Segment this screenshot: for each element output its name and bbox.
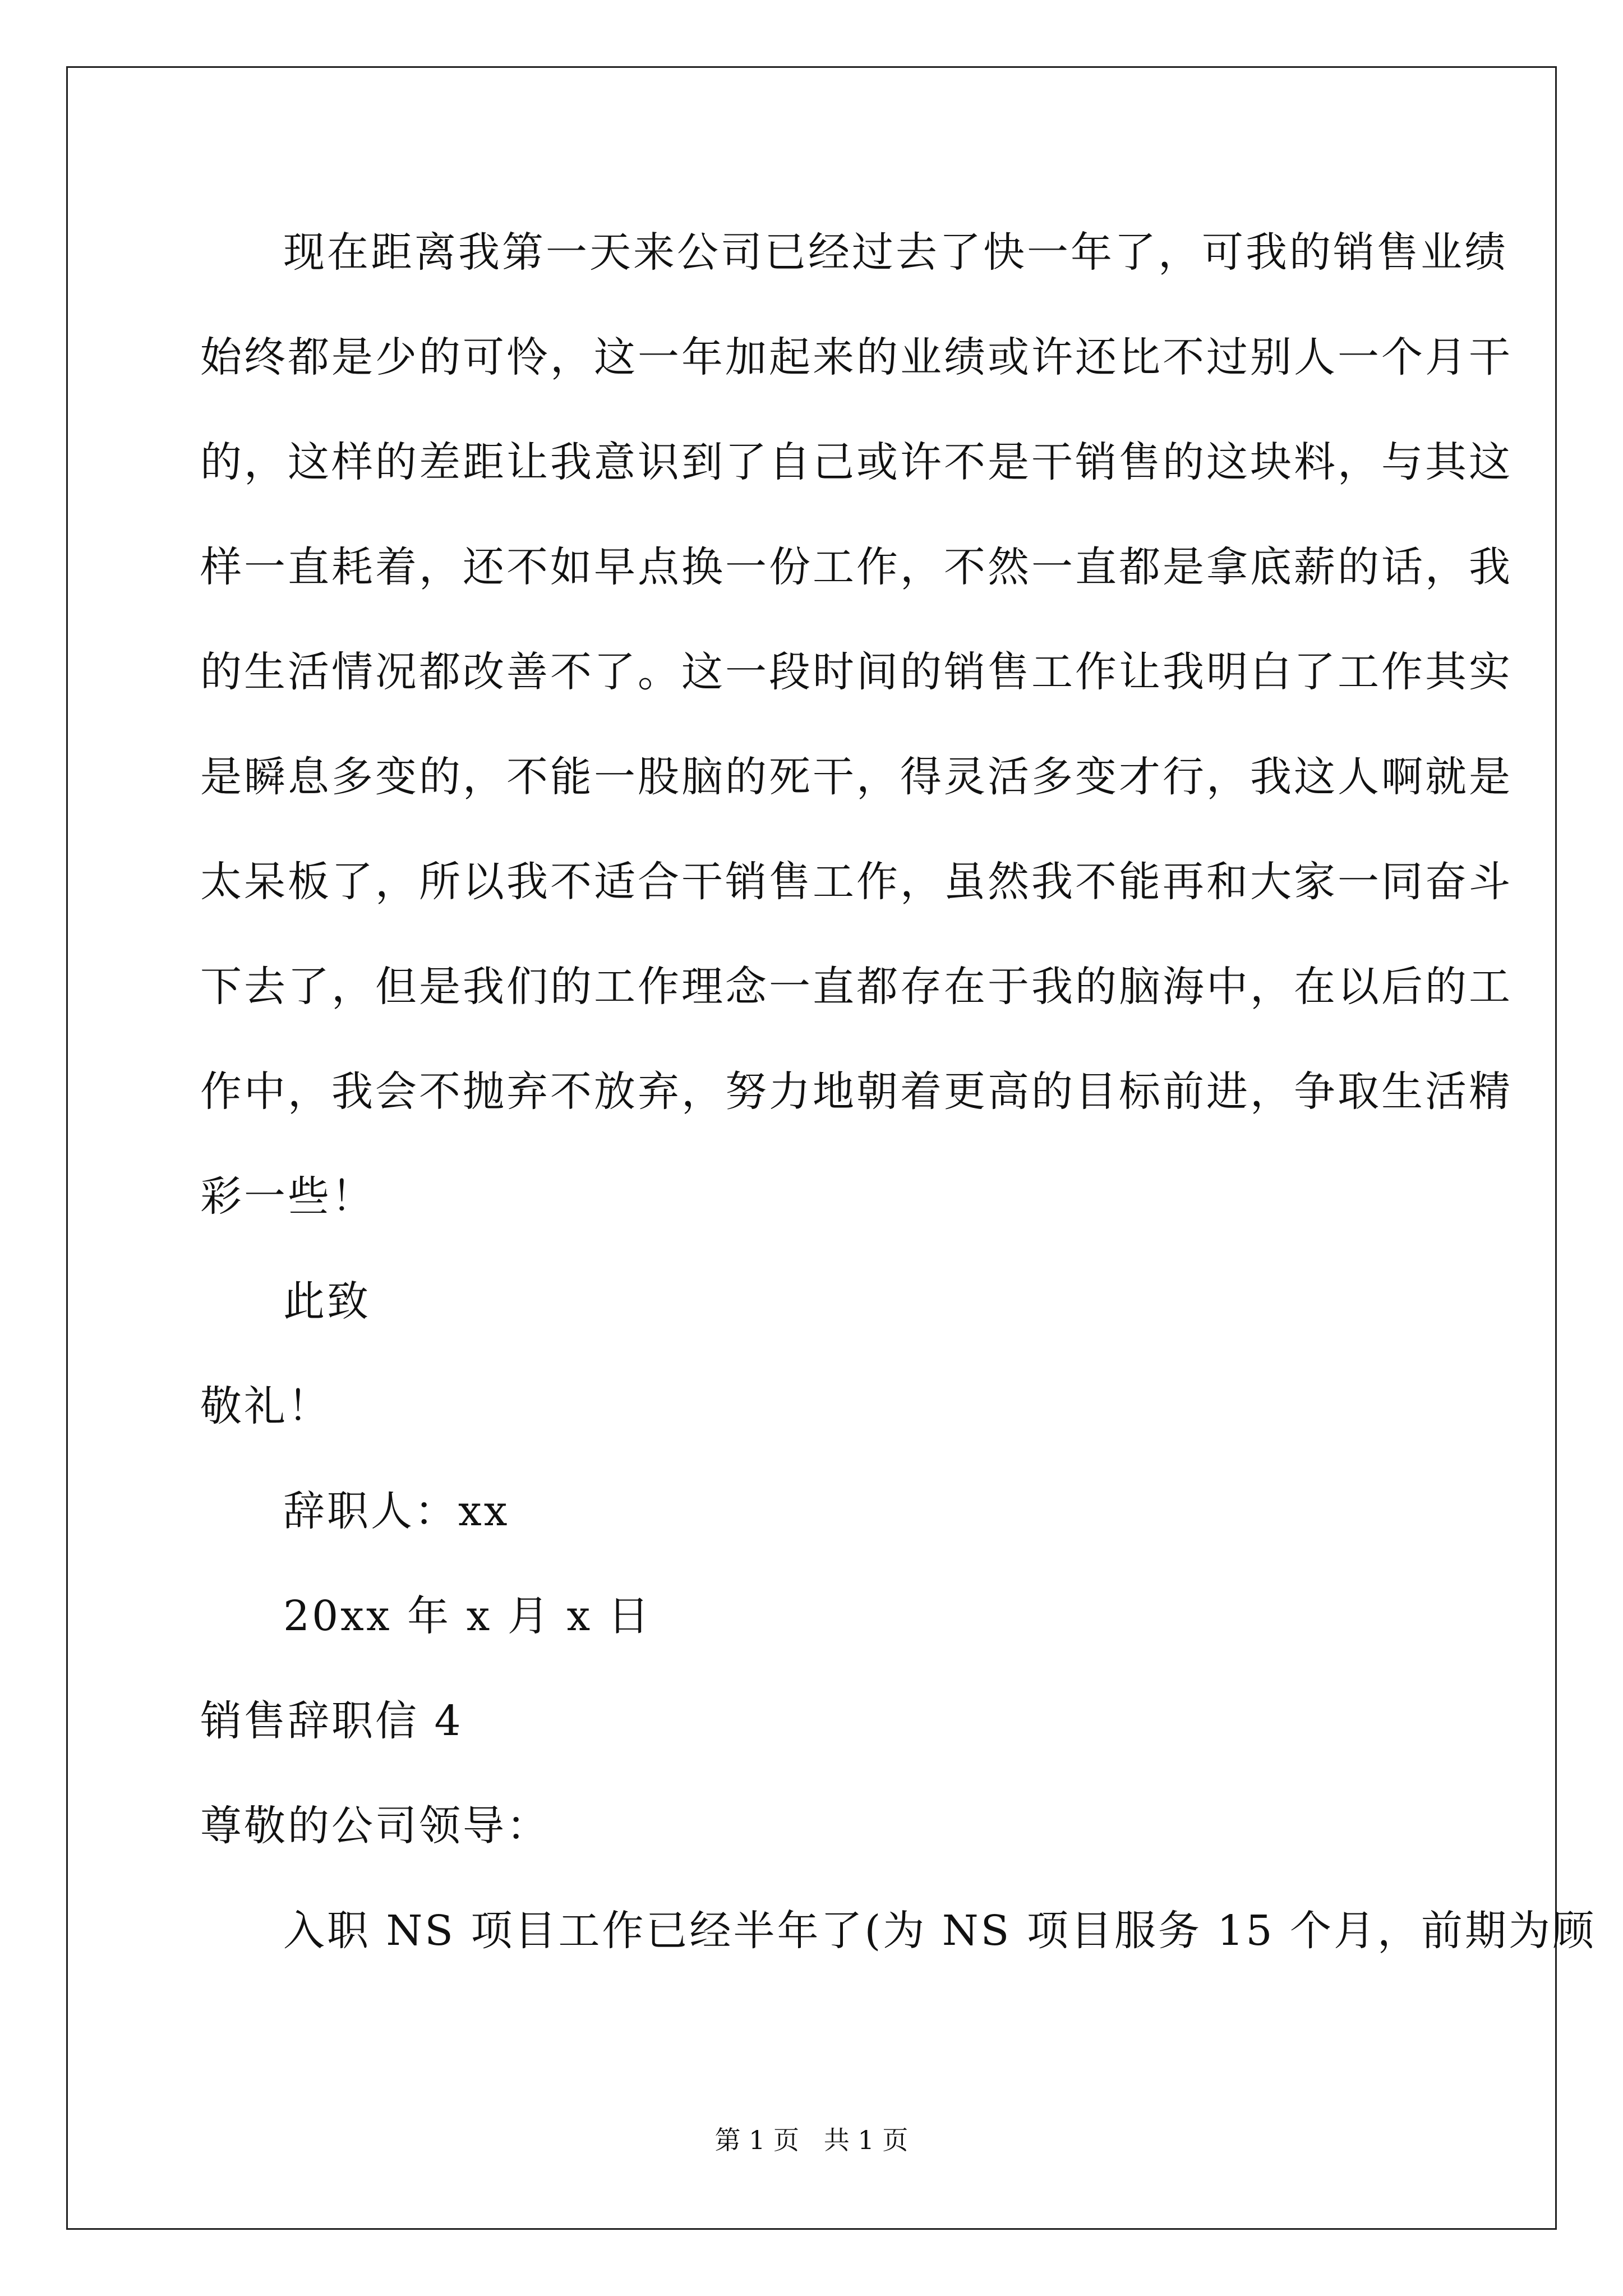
paragraph-line: 是瞬息多变的，不能一股脑的死干，得灵活多变才行，我这人啊就是	[200, 753, 1513, 801]
paragraph-line: 始终都是少的可怜，这一年加起来的业绩或许还比不过别人一个月干	[200, 333, 1513, 381]
paragraph-line: 彩一些！	[200, 1172, 375, 1221]
paragraph-line: 入职 NS 项目工作已经半年了(为 NS 项目服务 15 个月，前期为顾	[283, 1907, 1597, 1955]
paragraph-line: 现在距离我第一天来公司已经过去了快一年了，可我的销售业绩	[283, 228, 1508, 277]
paragraph-line: 样一直耗着，还不如早点换一份工作，不然一直都是拿底薪的话，我	[200, 543, 1513, 591]
document-body	[200, 222, 1597, 2005]
signature-date: 20xx 年 x 月 x 日	[283, 1592, 652, 1640]
paragraph-line: 作中，我会不抛弃不放弃，努力地朝着更高的目标前进，争取生活精	[200, 1068, 1513, 1116]
paragraph-line: 的，这样的差距让我意识到了自己或许不是干销售的这块料，与其这	[200, 438, 1513, 486]
signature-name: 辞职人：xx	[283, 1487, 510, 1535]
section-title: 销售辞职信 4	[200, 1697, 463, 1745]
closing-salutation: 此致	[283, 1277, 371, 1326]
page-footer: 第 1 页 共 1 页	[714, 2125, 909, 2155]
paragraph-line: 的生活情况都改善不了。这一段时间的销售工作让我明白了工作其实	[200, 648, 1513, 696]
greeting: 尊敬的公司领导：	[200, 1802, 550, 1850]
paragraph-line: 下去了，但是我们的工作理念一直都存在于我的脑海中，在以后的工	[200, 963, 1513, 1011]
closing-regards: 敬礼！	[200, 1382, 331, 1430]
paragraph-line: 太呆板了，所以我不适合干销售工作，虽然我不能再和大家一同奋斗	[200, 858, 1513, 906]
